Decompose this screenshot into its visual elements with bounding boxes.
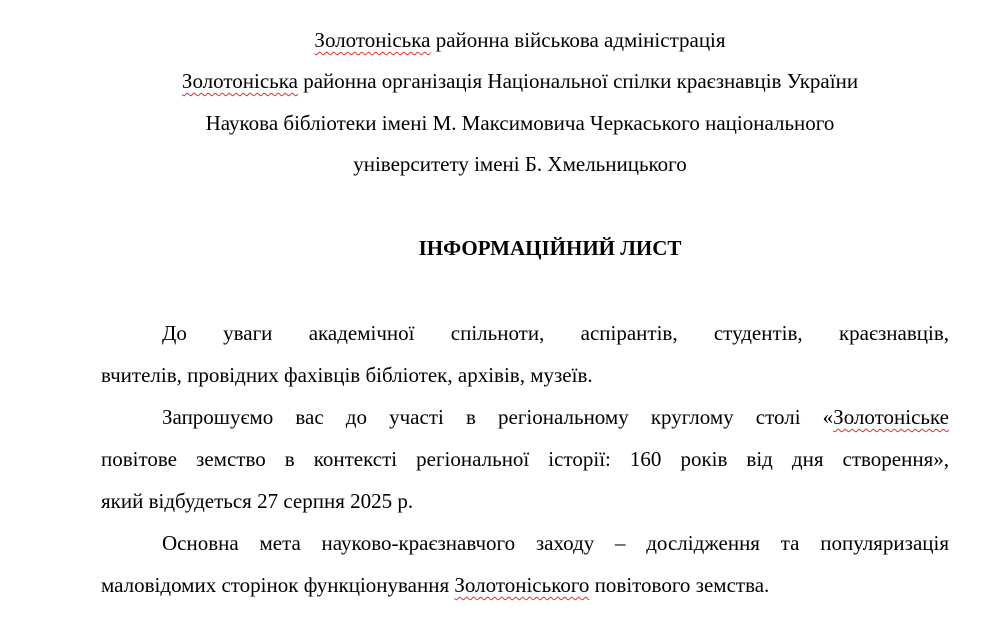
header-line-local-history-organization (0, 68, 989, 94)
header-line-library: Наукова бібліотеки імені М. Максимовича Черкаського національного (205, 111, 835, 135)
misspelled-word: Золотоніська (314, 28, 431, 52)
paragraph-text: Запрошуємо вас до участі в регіональному круглому столі « (162, 405, 834, 429)
paragraph-2-line-1 (162, 404, 949, 430)
misspelled-word: Золотоніського (454, 573, 590, 597)
paragraph-2-line-3: який відбудеться 27 серпня 2025 р. (101, 489, 414, 513)
paragraph-1-line-2: вчителів, провідних фахівців бібліотек, архівів, музеїв. (101, 363, 593, 387)
paragraph-text: маловідомих сторінок функціонування (101, 573, 455, 597)
paragraph-2-line-2: повітове земство в контексті регіональної історії: 160 років від дня створення», (101, 447, 949, 471)
header-line-text: районна військова адміністрація (430, 28, 726, 52)
paragraph-3-line-1: Основна мета науково-краєзнавчого заходу – дослідження та популяризація (162, 531, 949, 555)
paragraph-text: повітового земства. (589, 573, 770, 597)
misspelled-word: Золотоніське (833, 405, 949, 429)
paragraph-1-line-1: До уваги академічної спільноти, аспірантів, студентів, краєзнавців, (162, 321, 949, 345)
paragraph-3-line-2 (101, 572, 769, 598)
header-line-university: університету імені Б. Хмельницького (353, 152, 687, 176)
misspelled-word: Золотоніська (181, 69, 298, 93)
header-line-district-administration (0, 27, 989, 53)
document-title: ІНФОРМАЦІЙНИЙ ЛИСТ (418, 236, 682, 260)
header-line-text: районна організація Національної спілки краєзнавців України (297, 69, 859, 93)
